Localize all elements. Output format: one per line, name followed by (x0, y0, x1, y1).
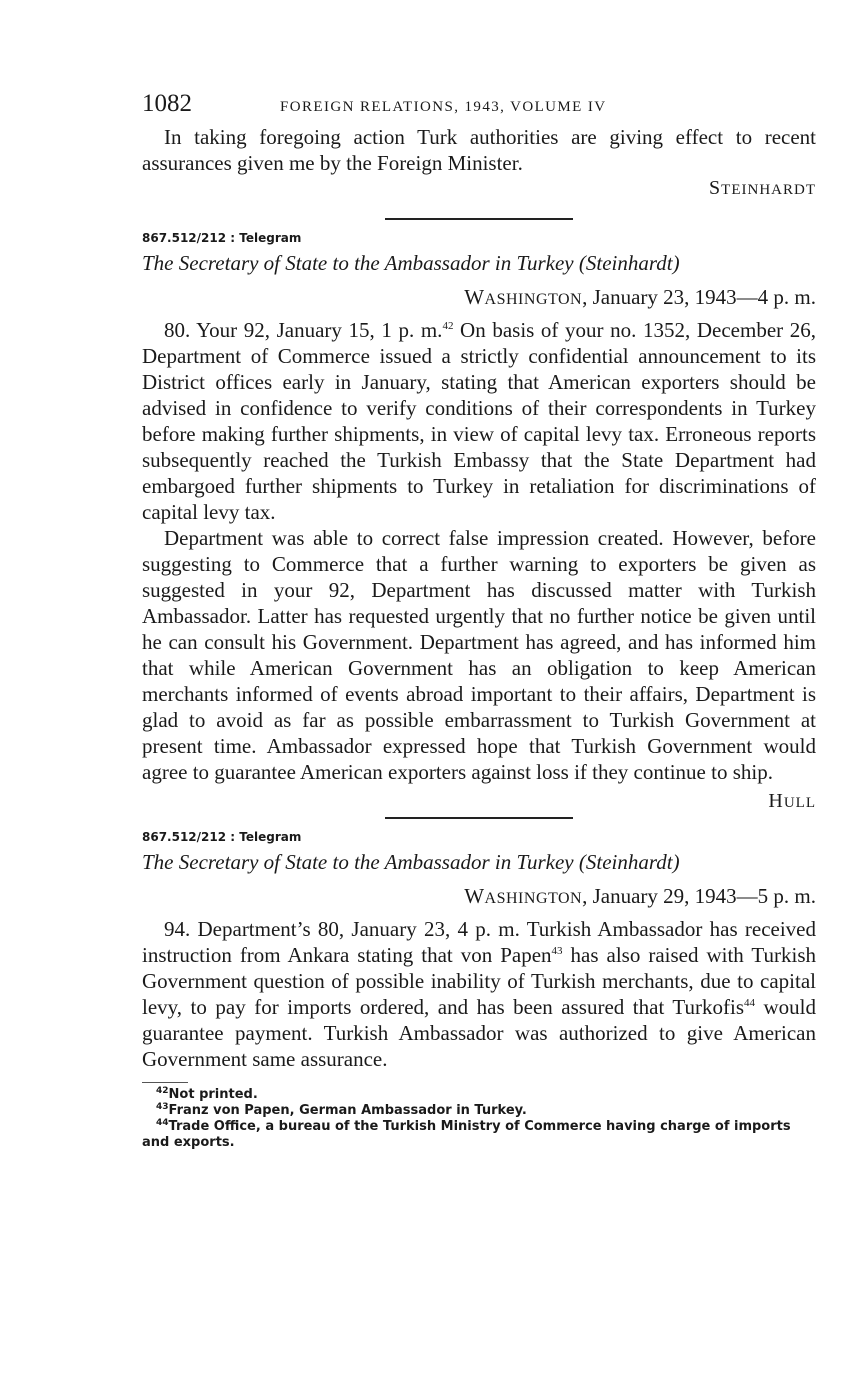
page-number: 1082 (142, 90, 192, 117)
document-page (142, 90, 816, 1151)
footnote-44: $^{44}$Trade Office, a bureau of the Turkish Ministry of Commerce having charge of imports and exports. (142, 1118, 791, 1150)
footnote-ref-44[interactable]: 44 (744, 997, 755, 1009)
signature-steinhardt: STEINHARDT (709, 177, 816, 199)
file-reference: 867.512/212 : Telegram (142, 231, 302, 245)
telegram-80 (142, 230, 816, 813)
section-divider (385, 218, 573, 220)
signature-hull: HULL (768, 790, 816, 812)
running-title: FOREIGN RELATIONS, 1943, VOLUME IV (280, 99, 607, 115)
telegram-94 (142, 829, 816, 1072)
footnote-ref-43[interactable]: 43 (551, 945, 563, 957)
footnote-ref-42[interactable]: 42 (442, 320, 454, 332)
telegram-paragraph: 80. Your 92, January 15, 1 p. m.$^{42}$ On basis of your no. 1352, December 26, Department of Commerce issued a strictly confidential announcement to its District offices early in January, stating that American exporters should be advised in confidence to verify conditions of their correspondents in Turkey before making further shipments, in view of capital levy tax. Erroneous reports subsequently reached the Turkish Embassy that the State Department had embargoed further shipments to Turkey in retaliation for discriminations of capital levy tax. (142, 318, 816, 524)
footnote-43: $^{43}$Franz von Papen, German Ambassador in Turkey. (156, 1102, 527, 1118)
document-title: The Secretary of State to the Ambassador in Turkey (Steinhardt) (142, 251, 680, 275)
dateline: WASHINGTON, January 23, 1943—4 p. m. (464, 285, 816, 309)
document-title: The Secretary of State to the Ambassador in Turkey (Steinhardt) (142, 850, 680, 874)
section-divider (385, 817, 573, 819)
running-header (142, 90, 816, 120)
file-reference: 867.512/212 : Telegram (142, 830, 302, 844)
footnotes (142, 1087, 816, 1151)
dateline: WASHINGTON, January 29, 1943—5 p. m. (464, 884, 816, 908)
opening-paragraph: In taking foregoing action Turk authorities are giving effect to recent assurances given me by the Foreign Minister. (142, 125, 816, 175)
footnote-divider (142, 1082, 188, 1083)
telegram-paragraph: Department was able to correct false impression created. However, before suggesting to Commerce that a further warning to exporters be given as suggested in your 92, Department has discussed matter with Turkish Ambassador. Latter has requested urgently that no further notice be given until he can consult his Government. Department has agreed, and has informed him that while American Government has an obligation to keep American merchants informed of events abroad important to their affairs, Department is glad to avoid as far as possible embarrassment to Turkish Government at present time. Ambassador expressed hope that Turkish Government would agree to guarantee American exporters against loss if they continue to ship. (142, 526, 816, 784)
footnote-42: $^{42}$Not printed. (156, 1086, 258, 1102)
telegram-paragraph: 94. Department’s 80, January 23, 4 p. m. Turkish Ambassador has received instruction from Ankara stating that von Papen$^{43}$ has also raised with Turkish Government question of possible inability of Turkish merchants, due to capital levy, to pay for imports ordered, and has been assured that Turkofis$^{44}$ would guarantee payment. Turkish Ambassador was authorized to give American Government same assurance. (142, 917, 817, 1071)
